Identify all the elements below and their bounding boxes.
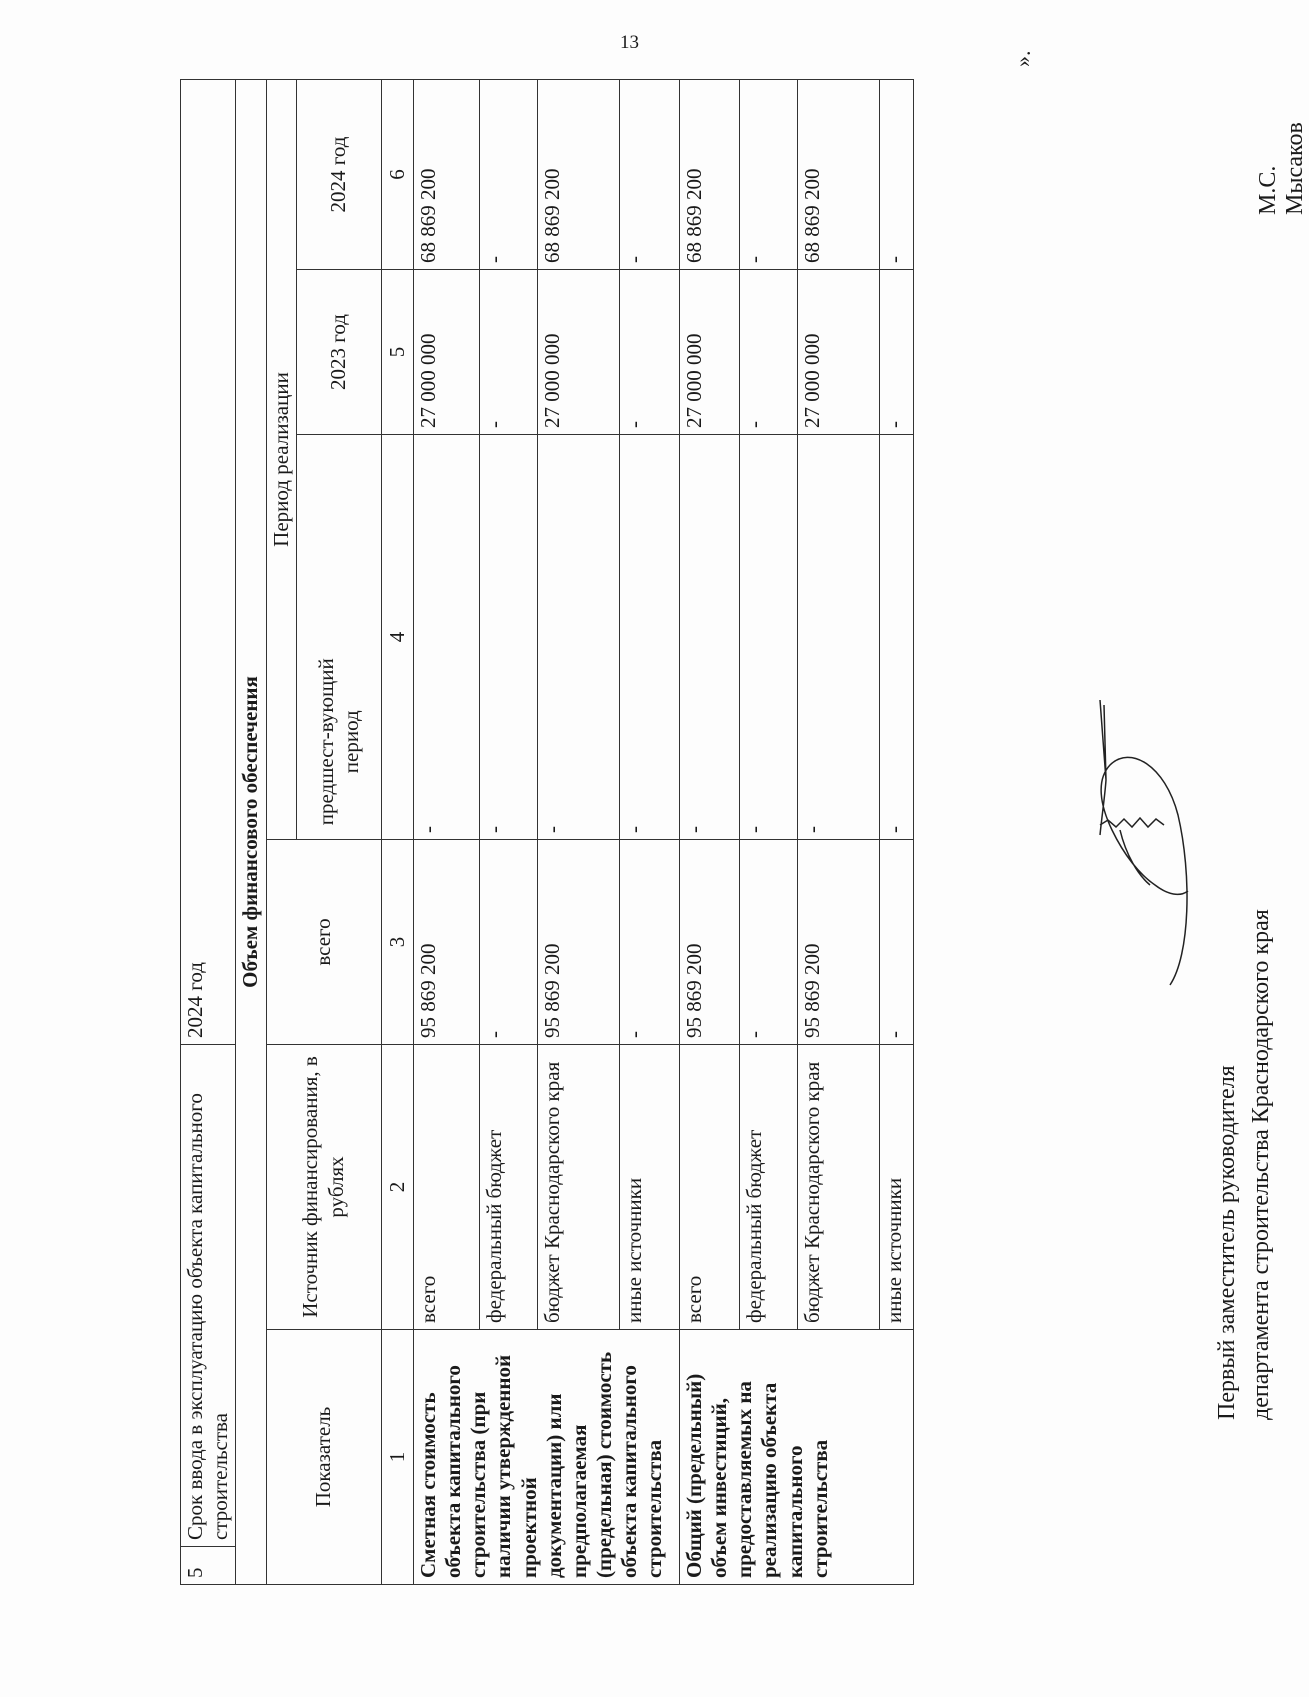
y2023-cell: - (619, 270, 679, 435)
prev-cell: - (797, 435, 879, 840)
prev-cell: - (413, 435, 479, 840)
total-cell: 95 869 200 (537, 840, 619, 1045)
col-number-5: 5 (381, 270, 413, 435)
total-cell: - (739, 840, 797, 1045)
y2024-cell: 68 869 200 (797, 79, 879, 269)
row5-number: 5 (181, 1547, 236, 1585)
total-cell: 95 869 200 (679, 840, 739, 1045)
y2023-cell: 27 000 000 (537, 270, 619, 435)
indicator-total-investment: Общий (предельный) объем инвестиций, предоставляемых на реализацию объекта капитального строительства (679, 1330, 913, 1585)
header-source: Источник финансирования, в рублях (266, 1045, 381, 1330)
y2024-cell: 68 869 200 (679, 79, 739, 269)
y2023-cell: 27 000 000 (797, 270, 879, 435)
y2024-cell: - (879, 79, 913, 269)
source-cell: иные источники (879, 1045, 913, 1330)
prev-cell: - (479, 435, 537, 840)
prev-cell: - (679, 435, 739, 840)
source-cell: иные источники (619, 1045, 679, 1330)
y2023-cell: - (879, 270, 913, 435)
header-indicator: Показатель (266, 1330, 381, 1585)
total-cell: - (619, 840, 679, 1045)
header-prev-period: предшест-вующий период (296, 645, 381, 840)
header-total: всего (266, 840, 381, 1045)
y2024-cell: 68 869 200 (413, 79, 479, 269)
col-number-2: 2 (381, 1045, 413, 1330)
header-2023: 2023 год (296, 270, 381, 435)
source-cell: всего (679, 1045, 739, 1330)
total-cell: - (879, 840, 913, 1045)
total-cell: 95 869 200 (797, 840, 879, 1045)
header-2024: 2024 год (296, 79, 381, 269)
y2024-cell: - (739, 79, 797, 269)
header-period: Период реализации (266, 79, 296, 839)
source-cell: федеральный бюджет (479, 1045, 537, 1330)
y2023-cell: 27 000 000 (413, 270, 479, 435)
prev-cell: - (879, 435, 913, 840)
source-cell: федеральный бюджет (739, 1045, 797, 1330)
source-cell: бюджет Краснодарского края (797, 1045, 879, 1330)
source-cell: всего (413, 1045, 479, 1330)
signatory-name: М.С. Мысаков (1255, 122, 1308, 215)
prev-cell: - (739, 435, 797, 840)
signatory-position (1210, 520, 1278, 1420)
prev-cell: - (619, 435, 679, 840)
y2024-cell: - (479, 79, 537, 269)
row5-value: 2024 год (181, 79, 236, 1044)
y2023-cell: 27 000 000 (679, 270, 739, 435)
indicator-estimated-cost: Сметная стоимость объекта капитального строительства (при наличии утвержденной проектной документации) или предполагаемая (предельная) стоимость объекта капитального строительства (413, 1330, 679, 1585)
y2023-cell: - (479, 270, 537, 435)
y2024-cell: 68 869 200 (537, 79, 619, 269)
total-cell: 95 869 200 (413, 840, 479, 1045)
col-number-3: 3 (381, 840, 413, 1045)
col-number-1: 1 (381, 1330, 413, 1585)
prev-cell: - (537, 435, 619, 840)
signatory-position-line2: департамента строительства Краснодарского края (1248, 909, 1275, 1420)
rotated-content (180, 50, 1308, 1585)
financing-table (180, 79, 914, 1585)
source-cell: бюджет Краснодарского края (537, 1045, 619, 1330)
col-number-4: 4 (381, 435, 413, 840)
y2024-cell: - (619, 79, 679, 269)
signature-image (1060, 695, 1210, 995)
signatory-position-line1: Первый заместитель руководителя (1214, 1065, 1240, 1420)
row5-label: Срок ввода в эксплуатацию объекта капитального строительства (181, 1045, 236, 1547)
section-title: Объем финансового обеспечения (236, 79, 266, 1584)
col-number-6: 6 (381, 79, 413, 269)
total-cell: - (479, 840, 537, 1045)
y2023-cell: - (739, 270, 797, 435)
page-number: 13 (620, 32, 639, 53)
closing-quote: ». (1010, 50, 1035, 67)
